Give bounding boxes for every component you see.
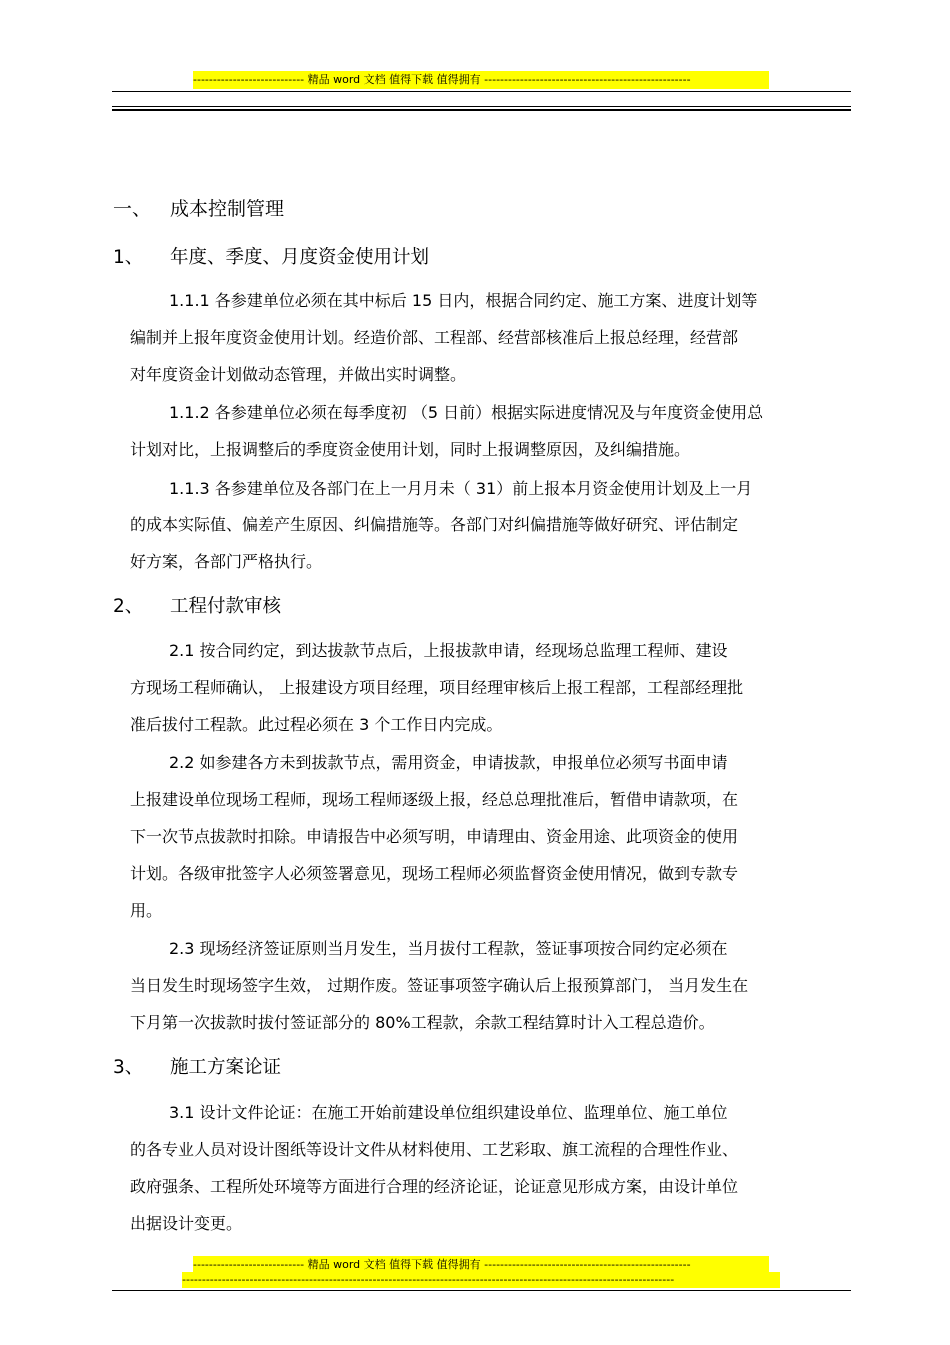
paragraph-line: 3.1 设计文件论证：在施工开始前建设单位组织建设单位、监理单位、施工单位: [169, 1103, 728, 1122]
section-3-number: 3、: [113, 1057, 144, 1078]
header-rule-double-bottom: [112, 109, 851, 111]
heading-main-number: 一、: [113, 198, 152, 220]
section-3-heading: [113, 1056, 281, 1080]
paragraph-line: 出据设计变更。: [130, 1214, 243, 1233]
paragraph-line: 对年度资金计划做动态管理，并做出实时调整。: [130, 365, 467, 384]
header-banner: ---------------------------- 精品 word 文档 值得下载 值得拥有 ----------------------------------------------------: [193, 71, 769, 89]
section-2-title: 工程付款审核: [170, 596, 282, 617]
paragraph-line: 2.1 按合同约定，到达拔款节点后，上报拔款申请，经现场总监理工程师、建设: [169, 641, 728, 660]
header-rule-thin: [112, 91, 851, 92]
heading-main: [113, 197, 284, 221]
section-1-heading: [113, 246, 429, 270]
paragraph-line: 1.1.1 各参建单位必须在其中标后 15 日内，根据合同约定、施工方案、进度计划等: [169, 291, 758, 310]
paragraph-line: 2.2 如参建各方未到拔款节点，需用资金，申请拔款，申报单位必须写书面申请: [169, 753, 728, 772]
paragraph-line: 计划。各级审批签字人必须签署意见，现场工程师必须监督资金使用情况，做到专款专: [130, 864, 739, 883]
paragraph-line: 用。: [130, 901, 163, 920]
paragraph-line: 的各专业人员对设计图纸等设计文件从材料使用、工艺彩取、旗工流程的合理性作业、: [130, 1140, 739, 1159]
paragraph-line: 1.1.2 各参建单位必须在每季度初 （5 日前）根据实际进度情况及与年度资金使用总: [169, 403, 764, 422]
paragraph-line: 上报建设单位现场工程师，现场工程师逐级上报，经总总理批准后，暂借申请款项，在: [130, 790, 739, 809]
footer-banner-dashes: ----------------------------------------------------------------------------------------------------------------------------: [182, 1272, 780, 1288]
section-3-title: 施工方案论证: [170, 1057, 282, 1078]
header-rule-double-top: [112, 106, 851, 107]
paragraph-line: 2.3 现场经济签证原则当月发生，当月拔付工程款，签证事项按合同约定必须在: [169, 939, 728, 958]
paragraph-line: 好方案，各部门严格执行。: [130, 552, 323, 571]
paragraph-line: 当日发生时现场签字生效， 过期作废。签证事项签字确认后上报预算部门， 当月发生在: [130, 976, 749, 995]
heading-main-title: 成本控制管理: [170, 198, 285, 220]
paragraph-line: 下一次节点拔款时扣除。申请报告中必须写明，申请理由、资金用途、此项资金的使用: [130, 827, 739, 846]
paragraph-line: 编制并上报年度资金使用计划。经造价部、工程部、经营部核准后上报总经理，经营部: [130, 328, 739, 347]
footer-rule: [112, 1290, 851, 1291]
section-1-number: 1、: [113, 247, 144, 268]
paragraph-line: 方现场工程师确认， 上报建设方项目经理，项目经理审核后上报工程部，工程部经理批: [130, 678, 744, 697]
section-1-title: 年度、季度、月度资金使用计划: [170, 247, 430, 268]
section-2-heading: [113, 595, 281, 619]
paragraph-line: 政府强条、工程所处环境等方面进行合理的经济论证，论证意见形成方案，由设计单位: [130, 1177, 739, 1196]
section-2-number: 2、: [113, 596, 144, 617]
paragraph-line: 计划对比，上报调整后的季度资金使用计划，同时上报调整原因，及纠编措施。: [130, 440, 691, 459]
paragraph-line: 的成本实际值、偏差产生原因、纠偏措施等。各部门对纠偏措施等做好研究、评估制定: [130, 515, 739, 534]
footer-banner: ---------------------------- 精品 word 文档 值得下载 值得拥有 ----------------------------------------------------: [193, 1256, 769, 1274]
paragraph-line: 下月第一次拔款时拔付签证部分的 80%工程款，余款工程结算时计入工程总造价。: [130, 1013, 715, 1032]
paragraph-line: 准后拔付工程款。此过程必须在 3 个工作日内完成。: [130, 715, 503, 734]
paragraph-line: 1.1.3 各参建单位及各部门在上一月月未（ 31）前上报本月资金使用计划及上一月: [169, 479, 753, 498]
